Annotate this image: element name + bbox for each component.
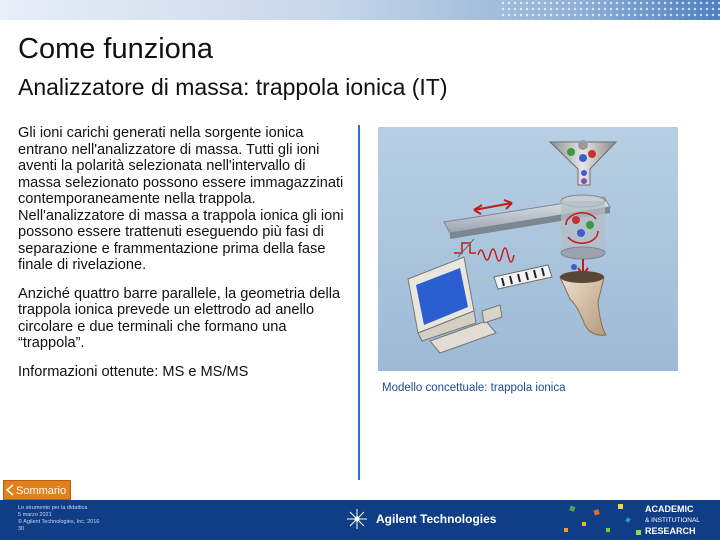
info-line [18,364,348,381]
info-label: Informazioni ottenute: [18,363,163,380]
footer-page-number: 30 [18,526,25,532]
sommario-label: Sommario [16,485,67,497]
ion-trap-diagram [378,127,678,371]
sommario-button[interactable] [3,480,71,500]
footer-line-3: © Agilent Technologies, Inc. 2016 [18,519,100,525]
agilent-spark-logo-icon [346,508,368,530]
confetti-decoration [560,500,650,540]
academic-line-3: RESEARCH [645,526,696,536]
header-band [0,0,720,20]
ion-trap-illustration [378,127,678,371]
info-value: MS e MS/MS [162,363,249,380]
academic-research-logo [645,504,700,537]
academic-line-1: ACADEMIC [645,504,694,514]
body-paragraph-1: Gli ioni carichi generati nella sorgente ionica entrano nell'analizzatore di massa. Tutti gli ioni aventi la polarità selezionata nell'intervallo di massa selezionato possono essere immagazzinati contemporaneamente nella trappola. Nell'analizzatore di massa a trappola ionica gli ioni possono essere trattenuti eseguendo più fasi di separazione e frammentazione prima della fase finale di rivelazione. [18,125,344,273]
chevron-left-icon [6,484,14,496]
agilent-brand-name: Agilent Technologies [376,512,497,526]
footer-line-2: 5 marzo 2021 [18,512,52,518]
footer-line-1: Lo strumento per la didattica [18,505,88,511]
slide-title: Come funziona [18,33,214,65]
divider-line [358,125,360,480]
header-dot-pattern [500,0,720,20]
academic-line-2: & INSTITUTIONAL [645,517,700,524]
body-text [18,125,348,392]
figure-caption: Modello concettuale: trappola ionica [382,382,566,394]
footer-notes [18,505,99,533]
footer-bar [0,500,720,540]
body-paragraph-2: Anziché quattro barre parallele, la geometria della trappola ionica prevede un elettrodo ad anello circolare e due terminali che formano una “trappola”. [18,285,341,351]
slide-subtitle: Analizzatore di massa: trappola ionica (IT) [18,74,448,100]
agilent-brand [346,508,496,530]
